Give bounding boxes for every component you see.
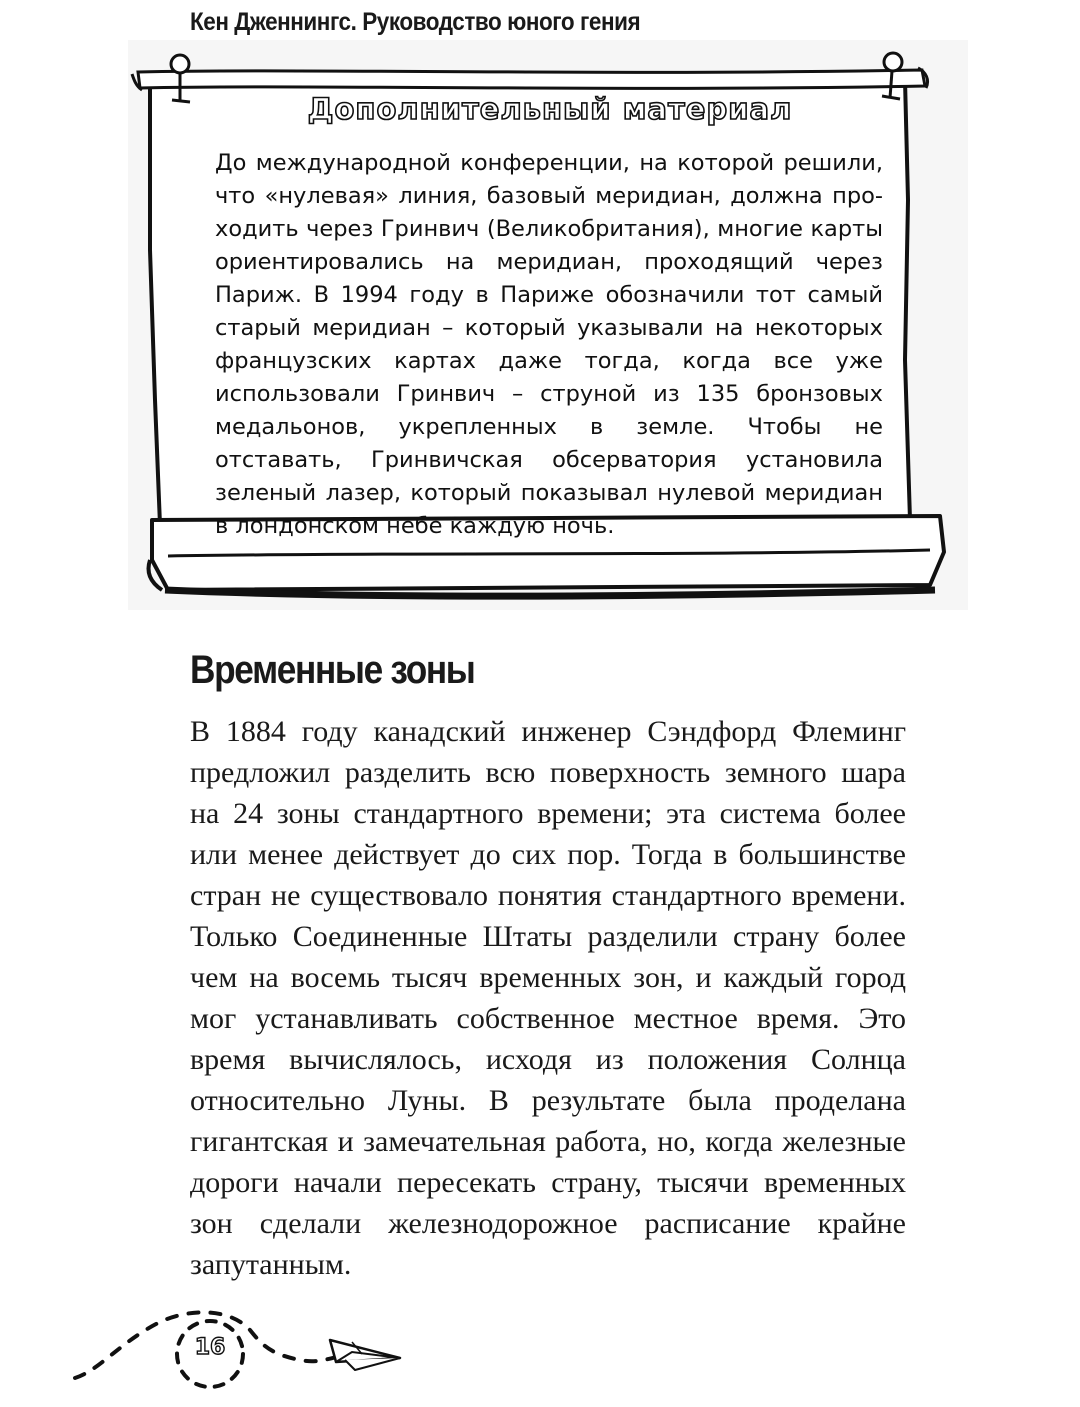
body-paragraph: В 1884 году канадский инженер Сэндфорд Флеминг предложил разделить всю поверхность земного шара на 24 зоны стандартного времени; эта система более или менее действует до сих пор. Тогда в большинстве стран не существовало понятия стандартного времени. Только Соединенные Штаты разделили страну более чем на восемь тысяч временных зон, и каждый город мог устанавливать собственное местное время. Это время вычислялось, исходя из положения Солнца относительно Луны. В результате была проделана гигантская и замечательная работа, но, когда железные дороги начали пересекать страну, тысячи временных зон сделали железнодорожное расписание крайне запутанным.	[190, 715, 906, 1281]
sidebar-title: Дополнительный материал	[307, 92, 793, 126]
sidebar-text: До международной конференции, на которой решили, что «нулевая» линия, базовый меридиан, должна проходить через Гринвич (Великобритания), многие карты ориентировались на меридиан, проходящий через Париж. В 1994 году в Париже обозначили тот самый старый меридиан – который указывали на некоторых французских картах даже тогда, когда все уже использовали Гринвич – струной из 135 бронзовых медальонов, укрепленных в земле. Чтобы не отставать, Гринвичская обсерватория установила зеленый лазер, который показывал нулевой меридиан в лондонском небе каждую ночь.	[215, 150, 883, 539]
paper-plane-icon	[330, 1340, 400, 1370]
section-heading: Временные зоны	[190, 648, 475, 692]
running-head-title: Кен Дженнингс. Руководство юного гения	[190, 8, 641, 36]
page-number: 16	[194, 1335, 226, 1360]
